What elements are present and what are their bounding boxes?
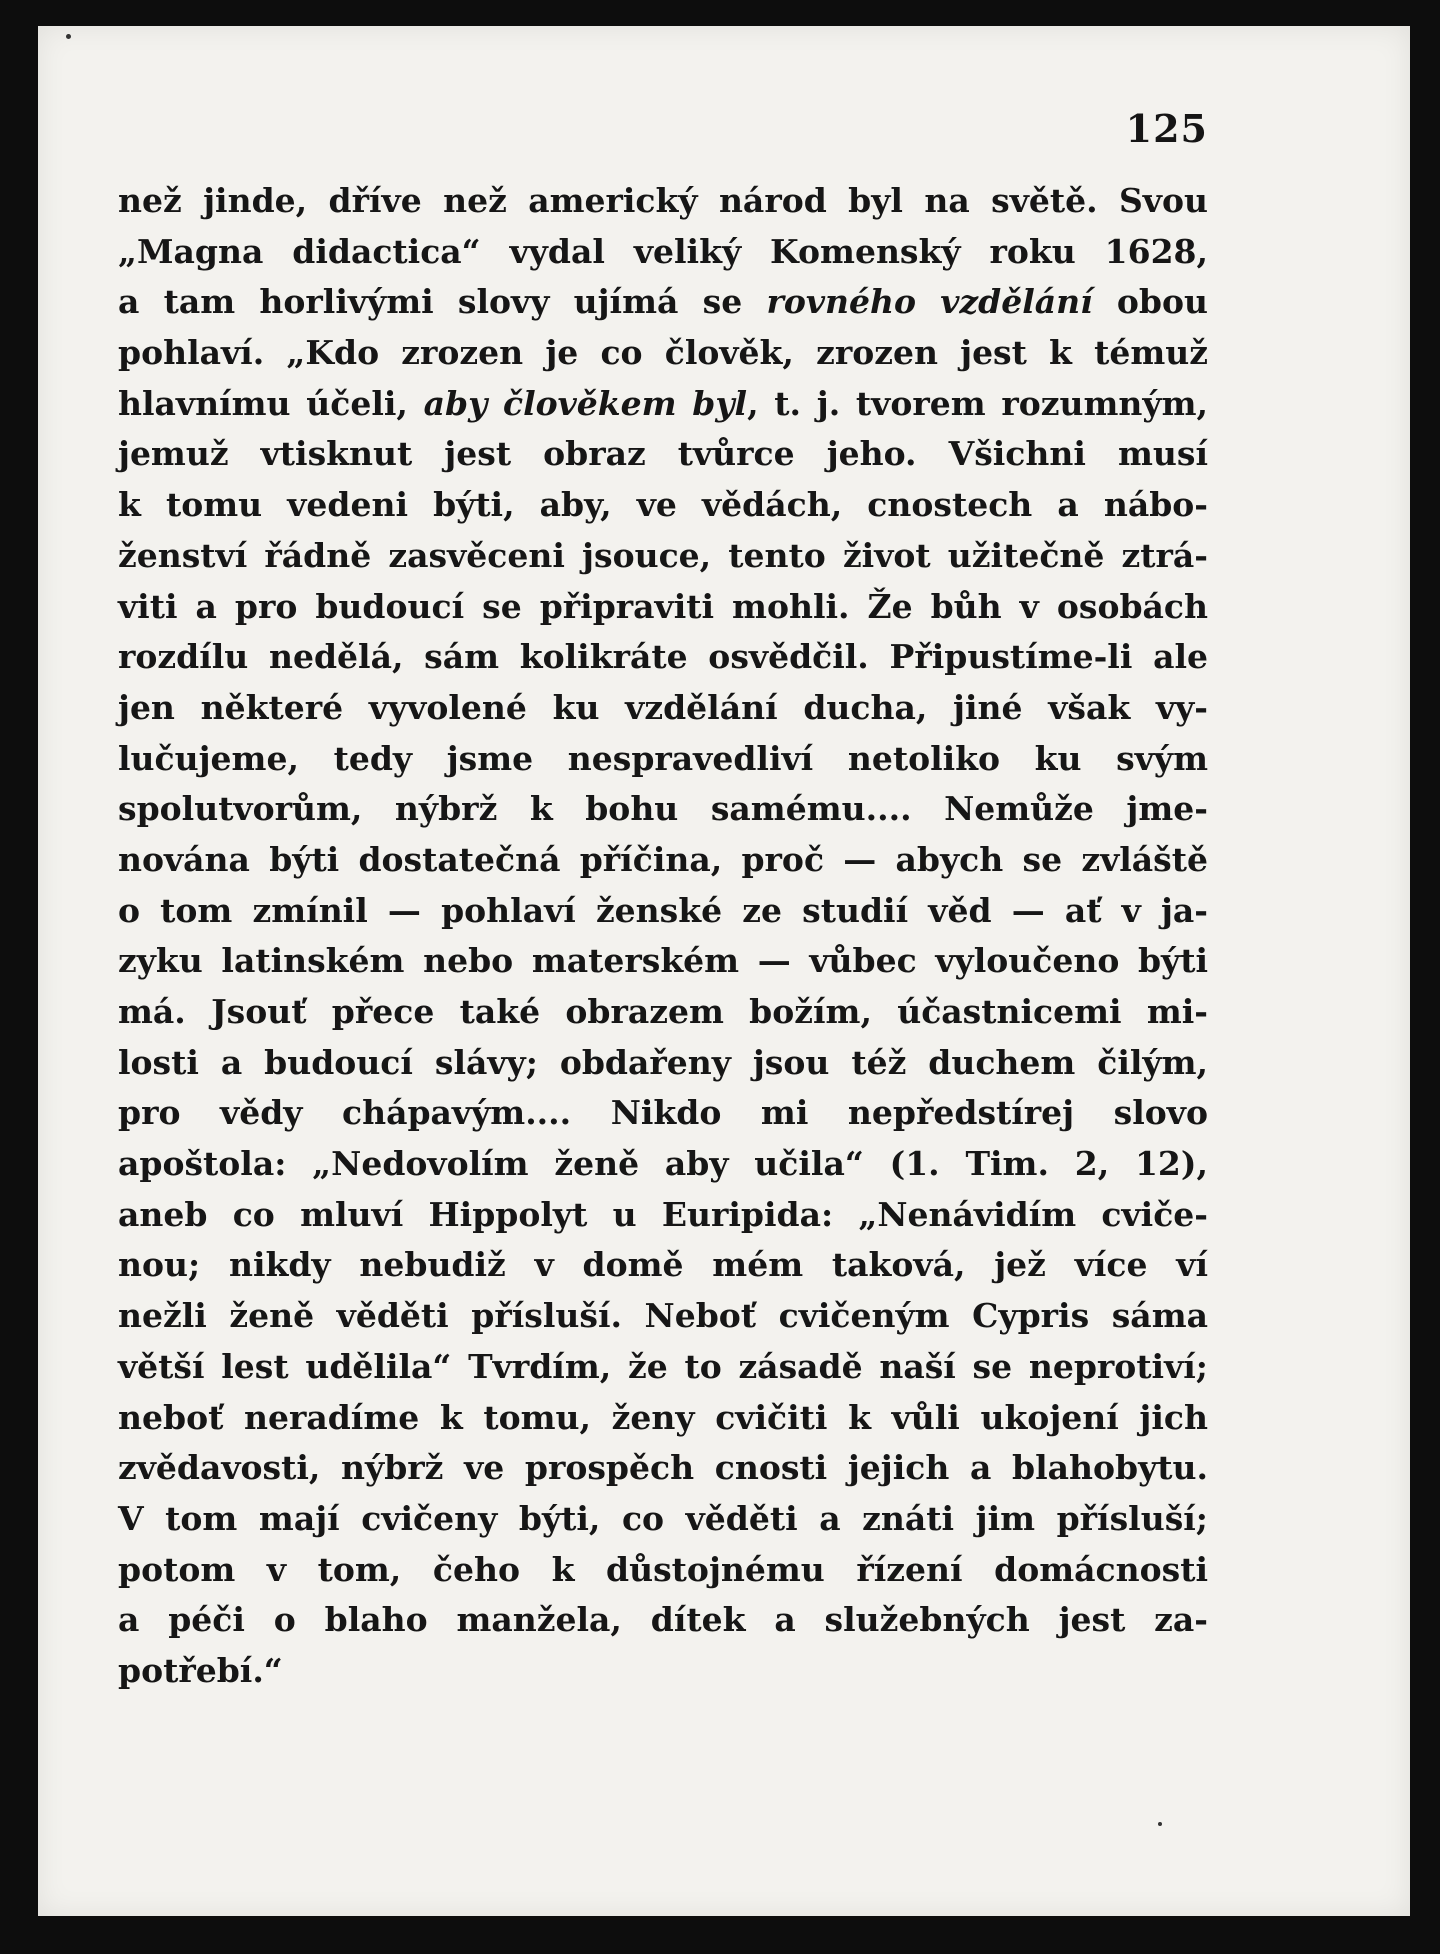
text-line — [118, 632, 1208, 683]
text-line — [118, 784, 1208, 835]
text-line — [118, 1393, 1208, 1444]
text-line — [118, 734, 1208, 785]
text-segment: pohlaví. „Kdo zrozen je co člověk, zrozen jest k témuž — [118, 333, 1208, 373]
text-segment: neboť neradíme k tomu, ženy cvičiti k vůli ukojení jich — [118, 1397, 1208, 1437]
text-segment: pro vědy chápavým.... Nikdo mi nepředstírej slovo — [118, 1093, 1208, 1133]
text-line — [118, 1038, 1208, 1089]
text-line — [118, 531, 1208, 582]
text-line — [118, 1545, 1208, 1596]
text-line — [118, 1494, 1208, 1545]
text-segment: jemuž vtisknut jest obraz tvůrce jeho. Všichni musí — [118, 434, 1208, 474]
text-line — [118, 1088, 1208, 1139]
text-line — [118, 886, 1208, 937]
text-segment: a tam horlivými slovy ujímá se — [118, 282, 767, 322]
text-line — [118, 582, 1208, 633]
text-segment: V tom mají cvičeny býti, co věděti a znáti jim přísluší; — [118, 1498, 1208, 1538]
text-segment: losti a budoucí slávy; obdařeny jsou též duchem čilým, — [118, 1042, 1208, 1082]
text-line — [118, 328, 1208, 379]
text-segment: lučujeme, tedy jsme nespravedliví netoliko ku svým — [118, 738, 1208, 778]
text-line — [118, 936, 1208, 987]
text-line — [118, 683, 1208, 734]
text-segment: jen některé vyvolené ku vzdělání ducha, jiné však vy- — [118, 687, 1208, 727]
body-text — [118, 176, 1208, 1697]
text-segment: hlavnímu účeli, — [118, 383, 424, 423]
text-line — [118, 1342, 1208, 1393]
italic-emphasis: rovného vzdělání — [766, 282, 1093, 322]
text-segment: obou — [1092, 282, 1208, 322]
text-segment: než jinde, dříve než americký národ byl na světě. Svou — [118, 181, 1208, 220]
text-segment: nována býti dostatečná příčina, proč — abych se zvláště — [118, 839, 1208, 879]
text-segment: a péči o blaho manžela, dítek a služebných jest za- — [118, 1600, 1208, 1640]
text-line — [118, 835, 1208, 886]
text-line — [118, 1443, 1208, 1494]
text-segment: k tomu vedeni býti, aby, ve vědách, cnostech a nábo- — [118, 485, 1208, 525]
book-page — [38, 26, 1410, 1916]
text-segment: potřebí.“ — [118, 1650, 283, 1690]
text-segment: , t. j. tvorem rozumným, — [747, 383, 1208, 423]
text-line — [118, 480, 1208, 531]
text-line — [118, 1139, 1208, 1190]
text-segment: má. Jsouť přece také obrazem božím, účastnicemi mi- — [118, 992, 1208, 1031]
text-segment: apoštola: „Nedovolím ženě aby učila“ (1. Tim. 2, 12), — [118, 1144, 1208, 1184]
text-segment: potom v tom, čeho k důstojnému řízení domácnosti — [118, 1549, 1208, 1589]
text-segment: rozdílu nedělá, sám kolikráte osvědčil. Připustíme-li ale — [118, 637, 1208, 677]
text-segment: větší lest udělila“ Tvrdím, že to zásadě naší se neprotiví; — [118, 1346, 1208, 1386]
text-segment: nou; nikdy nebudiž v domě mém taková, jež více ví — [118, 1245, 1208, 1285]
text-line — [118, 1646, 1208, 1697]
text-line — [118, 987, 1208, 1038]
text-segment: zyku latinském nebo materském — vůbec vyloučeno býti — [118, 941, 1208, 981]
text-line — [118, 1190, 1208, 1241]
scan-speck — [1158, 1822, 1162, 1826]
text-segment: aneb co mluví Hippolyt u Euripida: „Nenávidím cviče- — [118, 1194, 1208, 1234]
text-segment: zvědavosti, nýbrž ve prospěch cnosti jejich a blahobytu. — [118, 1448, 1208, 1488]
text-line — [118, 176, 1208, 227]
text-line — [118, 379, 1208, 430]
text-segment: viti a pro budoucí se připraviti mohli. Že bůh v osobách — [118, 586, 1208, 626]
scan-speck — [66, 34, 71, 39]
text-line — [118, 1595, 1208, 1646]
italic-emphasis: aby člověkem byl — [423, 383, 748, 423]
text-line — [118, 429, 1208, 480]
text-segment: o tom zmínil — pohlaví ženské ze studií věd — ať v ja- — [118, 890, 1208, 930]
text-line — [118, 227, 1208, 278]
text-segment: spolutvorům, nýbrž k bohu samému.... Nemůže jme- — [118, 789, 1208, 829]
text-segment: nežli ženě věděti přísluší. Neboť cvičeným Cypris sáma — [118, 1296, 1208, 1336]
text-segment: ženství řádně zasvěceni jsouce, tento život užitečně ztrá- — [118, 535, 1208, 575]
text-line — [118, 1291, 1208, 1342]
text-line — [118, 1240, 1208, 1291]
text-line — [118, 277, 1208, 328]
text-segment: „Magna didactica“ vydal veliký Komenský roku 1628, — [118, 231, 1208, 271]
page-number: 125 — [1125, 106, 1208, 151]
